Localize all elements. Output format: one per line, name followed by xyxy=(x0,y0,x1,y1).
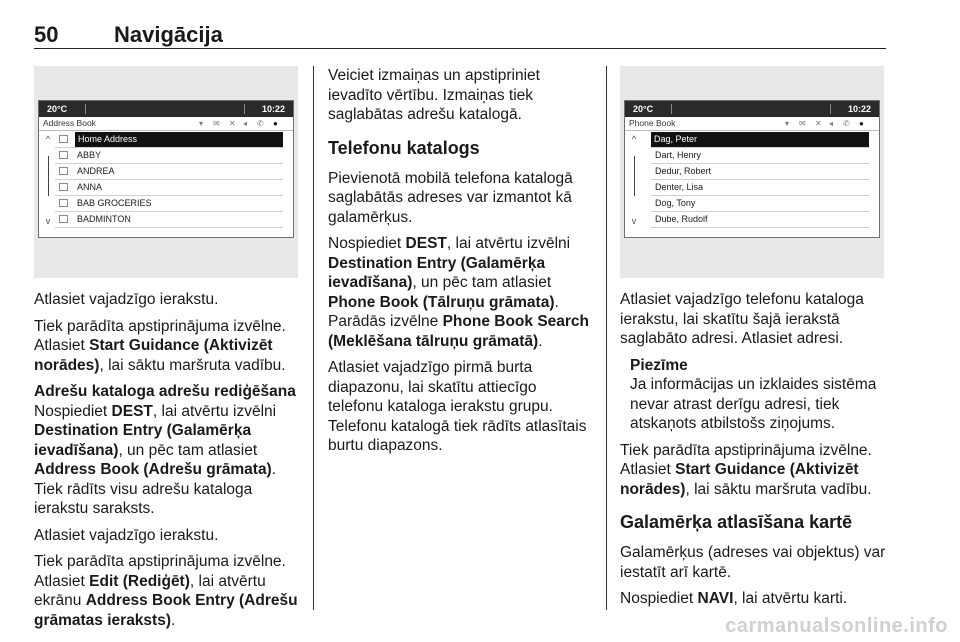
text: Nospiediet xyxy=(328,235,406,252)
list-item[interactable] xyxy=(651,212,869,228)
list-item[interactable] xyxy=(651,148,869,164)
scroll-thumb[interactable] xyxy=(634,156,635,196)
screen-title xyxy=(625,117,879,131)
text: , lai sāktu maršruta vadību. xyxy=(99,356,286,374)
list-item-label: ANNA xyxy=(77,182,103,192)
paragraph xyxy=(328,234,594,351)
mute-icon: ✕ xyxy=(815,119,822,128)
section-title: Navigācija xyxy=(114,22,223,47)
signal-icon: ▾ xyxy=(199,119,204,128)
bluetooth-icon: ● xyxy=(273,119,278,128)
column-divider xyxy=(606,66,607,610)
section-heading: Telefonu katalogs xyxy=(328,137,480,158)
text: , un pēc tam atlasiet xyxy=(118,441,258,459)
bluetooth-icon: ● xyxy=(859,119,864,128)
list-item[interactable] xyxy=(55,164,283,180)
paragraph: Pievienotā mobilā telefona katalogā saglabātās adreses var izmantot kā galamērķus. xyxy=(328,169,573,226)
temperature-label: 20°C xyxy=(633,104,654,114)
list-item[interactable] xyxy=(651,164,869,180)
paragraph: Atlasiet vajadzīgo ierakstu. xyxy=(34,291,219,308)
scroll-thumb[interactable] xyxy=(48,156,49,196)
watermark: carmanualsonline.info xyxy=(725,615,948,637)
contact-icon xyxy=(59,151,68,159)
paragraph: Atlasiet vajadzīgo pirmā burta diapazonu, lai skatītu attiecīgo telefonu kataloga ierakstu grupu. Telefonu katalogā tiek rādīts atlasītais burtu diapazons. xyxy=(328,359,587,454)
text: Tiek parādīta apstiprinājuma izvēlne. Atlasiet xyxy=(34,553,286,590)
list-item[interactable] xyxy=(55,180,283,196)
menu-term: Destination Entry (Galamērķa ievadīšana) xyxy=(34,422,252,459)
list-item-label: Dag, Peter xyxy=(651,132,869,147)
home-icon xyxy=(59,135,68,143)
status-divider xyxy=(830,104,831,114)
text: , lai atvērtu karti. xyxy=(733,590,848,607)
text: , lai sāktu maršruta vadību. xyxy=(685,480,872,498)
page-header xyxy=(34,22,886,49)
menu-term: Address Book (Adrešu grāmata) xyxy=(34,461,272,478)
column-divider xyxy=(313,66,314,610)
text: , lai atvērtu ekrānu xyxy=(34,572,266,609)
paragraph: Atlasiet vajadzīgo ierakstu. xyxy=(34,526,219,544)
list-item[interactable] xyxy=(651,196,869,212)
paragraph xyxy=(34,552,300,630)
key-term: NAVI xyxy=(697,590,734,607)
note-box xyxy=(620,356,890,434)
text: Tiek parādīta apstiprinājuma izvēlne. Atlasiet xyxy=(34,317,286,354)
status-divider xyxy=(85,104,86,114)
column-2 xyxy=(328,66,594,463)
paragraph: Veiciet izmaiņas un apstipriniet ievadīto vērtību. Izmaiņas tiek saglabātas adrešu katalogā. xyxy=(328,67,540,123)
list-item-label: Dube, Rudolf xyxy=(655,214,708,224)
contact-icon xyxy=(59,183,68,191)
key-term: DEST xyxy=(111,402,153,420)
list-item[interactable] xyxy=(651,180,869,196)
list-item-label: Home Address xyxy=(75,132,283,147)
text: Nospiediet xyxy=(34,402,112,420)
speaker-icon: ◂ xyxy=(243,119,248,128)
screen-title-text: Address Book xyxy=(43,118,96,128)
status-bar xyxy=(39,101,293,117)
paragraph xyxy=(620,441,890,500)
list-item[interactable] xyxy=(55,148,283,164)
scroll-up-icon[interactable]: ^ xyxy=(631,134,637,144)
address-list xyxy=(55,132,283,228)
status-divider xyxy=(671,104,672,114)
contact-icon xyxy=(59,167,68,175)
phone-book-screen xyxy=(624,100,880,238)
menu-term: Edit (Rediģēt) xyxy=(89,572,190,590)
message-icon: ✉ xyxy=(213,119,220,128)
scroll-up-icon[interactable]: ^ xyxy=(45,134,51,144)
list-item-label: ANDREA xyxy=(77,166,115,176)
list-item[interactable] xyxy=(55,132,283,148)
text: . xyxy=(171,611,176,629)
phone-icon: ✆ xyxy=(257,119,264,128)
section-heading: Galamērķa atlasīšana kartē xyxy=(620,512,853,532)
list-item-label: BAB GROCERIES xyxy=(77,198,152,208)
clock-label: 10:22 xyxy=(261,104,285,114)
menu-term: Phone Book (Tālruņu grāmata) xyxy=(328,293,555,311)
text: , un pēc tam atlasiet xyxy=(412,274,552,291)
address-book-screen xyxy=(38,100,294,238)
list-item-label: Denter, Lisa xyxy=(655,182,704,192)
address-book-figure xyxy=(34,66,298,278)
speaker-icon: ◂ xyxy=(829,119,834,128)
column-1 xyxy=(34,290,300,637)
message-icon: ✉ xyxy=(799,119,806,128)
phone-book-list xyxy=(651,132,869,228)
text: , lai atvērtu izvēlni xyxy=(152,402,277,420)
text: . Parādās izvēlne xyxy=(328,293,559,330)
list-item[interactable] xyxy=(651,132,869,148)
scroll-down-icon[interactable]: v xyxy=(45,216,51,226)
signal-icon: ▾ xyxy=(785,119,790,128)
screen-title xyxy=(39,117,293,131)
text: Tiek parādīta apstiprinājuma izvēlne. Atlasiet xyxy=(620,441,872,478)
mute-icon: ✕ xyxy=(229,119,236,128)
paragraph xyxy=(34,402,300,519)
note-text: Ja informācijas un izklaides sistēma nevar atrast derīgu adresi, tiek atskaņots atbilstošs ziņojums. xyxy=(630,376,877,432)
status-bar xyxy=(625,101,879,117)
list-item-label: Dart, Henry xyxy=(655,150,702,160)
status-divider xyxy=(244,104,245,114)
list-item[interactable] xyxy=(55,212,283,228)
list-scrollbar[interactable] xyxy=(43,132,53,232)
key-term: DEST xyxy=(405,235,447,252)
note-title: Piezīme xyxy=(630,356,688,374)
list-item-label: Dedur, Robert xyxy=(655,166,712,176)
paragraph: Galamērķus (adreses vai objektus) var iestatīt arī kartē. xyxy=(620,544,886,581)
menu-term: Destination Entry (Galamērķa ievadīšana) xyxy=(328,254,546,291)
text: Nospiediet xyxy=(620,590,698,607)
phone-book-figure xyxy=(620,66,884,278)
text: . xyxy=(538,332,543,350)
list-scrollbar[interactable] xyxy=(629,132,639,232)
menu-term: Address Book Entry (Adrešu grāmatas ieraksts) xyxy=(34,592,298,629)
paragraph xyxy=(34,317,300,376)
screen-title-text: Phone Book xyxy=(629,118,676,128)
list-item[interactable] xyxy=(55,196,283,212)
contact-icon xyxy=(59,215,68,223)
paragraph: Atlasiet vajadzīgo telefonu kataloga ierakstu, lai skatītu šajā ierakstā saglabāto adresi. Atlasiet adresi. xyxy=(620,291,864,347)
scroll-down-icon[interactable]: v xyxy=(631,216,637,226)
paragraph xyxy=(620,589,890,609)
phone-icon: ✆ xyxy=(843,119,850,128)
text: , lai atvērtu izvēlni xyxy=(446,235,571,252)
temperature-label: 20°C xyxy=(47,104,68,114)
menu-term: Start Guidance (Aktivizēt norādes) xyxy=(620,461,859,498)
text: . Tiek rādīts visu adrešu kataloga ierakstu saraksts. xyxy=(34,461,277,517)
column-3 xyxy=(620,290,890,616)
menu-term: Start Guidance (Aktivizēt norādes) xyxy=(34,337,273,374)
list-item-label: Dog, Tony xyxy=(655,198,696,208)
list-item-label: ABBY xyxy=(77,150,102,160)
clock-label: 10:22 xyxy=(847,104,871,114)
page-number: 50 xyxy=(34,22,59,47)
menu-term: Phone Book Search (Meklēšana tālruņu grāmatā) xyxy=(328,313,590,350)
subheading: Adrešu kataloga adrešu rediģēšana xyxy=(34,383,296,400)
list-item-label: BADMINTON xyxy=(77,214,131,224)
shop-icon xyxy=(59,199,68,207)
